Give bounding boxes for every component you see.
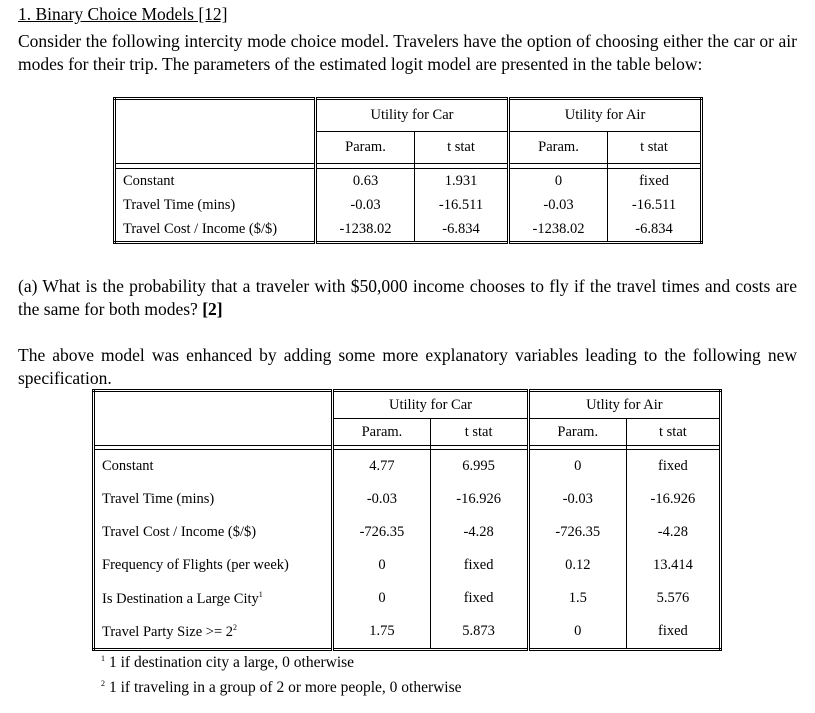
table-row: Travel Cost / Income ($/$) -726.35 -4.28 -726.35 -4.28 (94, 516, 721, 549)
enhanced-paragraph: The above model was enhanced by adding some more explanatory variables leading to the following new specification. (18, 345, 797, 388)
footnote-marker: 2 (233, 622, 238, 632)
table-row: Travel Party Size >= 2$^2$ 1.75 5.873 0 fixed (94, 615, 721, 650)
question-title: 1. Binary Choice Models [12] (18, 4, 228, 24)
table1-group-car: Utility for Car (316, 99, 509, 132)
table2-group-car: Utility for Car (333, 391, 528, 419)
table2-col-air-tstat: t stat (626, 419, 720, 446)
footnote-marker: 1 (258, 589, 263, 599)
table1-col-air-param: Param. (509, 132, 608, 164)
table-row: Is Destination a Large City$^1$ 0 fixed 1.5 5.576 (94, 582, 721, 615)
footnote-1: $^1$ 1 if destination city a large, 0 otherwise (101, 654, 355, 672)
table-row: Constant 0.63 1.931 0 fixed (115, 169, 702, 194)
table-row: Travel Time (mins) -0.03 -16.926 -0.03 -16.926 (94, 483, 721, 516)
intro-paragraph: Consider the following intercity mode choice model. Travelers have the option of choosing either the car or air modes for their trip. The parameters of the estimated logit model are presented in the table below: (18, 31, 797, 74)
table-row: Travel Cost / Income ($/$) -1238.02 -6.834 -1238.02 -6.834 (115, 217, 702, 243)
table2-col-air-param: Param. (528, 419, 626, 446)
table-row: Frequency of Flights (per week) 0 fixed 0.12 13.414 (94, 549, 721, 582)
table2-col-car-tstat: t stat (430, 419, 528, 446)
enhanced-parameters-table (92, 389, 722, 651)
table-row: Travel Time (mins) -0.03 -16.511 -0.03 -16.511 (115, 193, 702, 217)
parameters-table (113, 97, 703, 244)
part-a-question: (a) What is the probability that a traveler with $50,000 income chooses to fly if the travel times and costs are the same for both modes? [2] (18, 276, 797, 319)
table1-col-car-param: Param. (316, 132, 415, 164)
table1-col-car-tstat: t stat (415, 132, 509, 164)
table2-col-car-param: Param. (333, 419, 430, 446)
table-row: Constant 4.77 6.995 0 fixed (94, 450, 721, 484)
table1-group-air: Utility for Air (509, 99, 702, 132)
table1-corner (115, 99, 316, 164)
table2-group-air: Utlity for Air (528, 391, 720, 419)
table1-col-air-tstat: t stat (608, 132, 702, 164)
footnote-2: $^2$ 1 if traveling in a group of 2 or more people, 0 otherwise (101, 679, 462, 697)
table2-corner (94, 391, 333, 446)
